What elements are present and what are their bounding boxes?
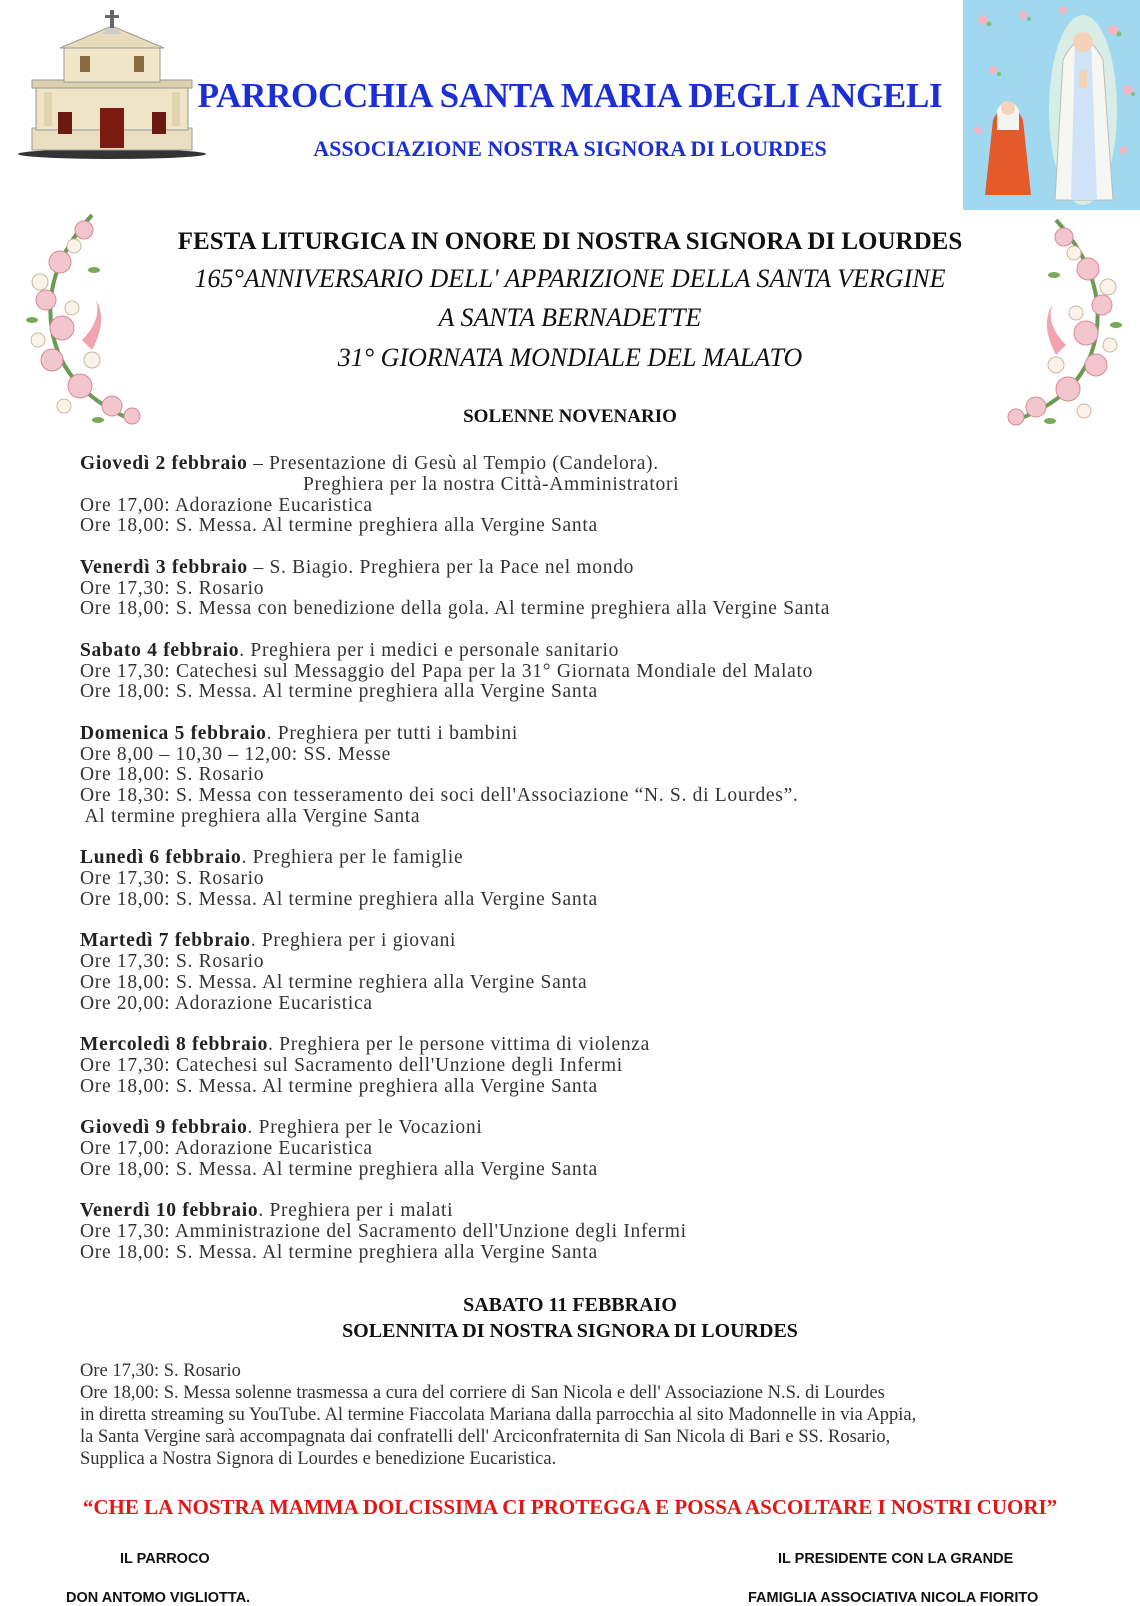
novena-day [80, 848, 1080, 910]
day-event-line: Ore 18,00: S. Messa. Al termine preghiera alla Vergine Santa [80, 1241, 598, 1263]
day-event-line: Preghiera per la nostra Città-Amministratori [80, 473, 680, 495]
day-event-line: Ore 18,00: S. Messa. Al termine preghiera alla Vergine Santa [80, 681, 598, 703]
president-name: FAMIGLIA ASSOCIATIVA NICOLA FIORITO [748, 1590, 1039, 1606]
day-intention: . Preghiera per i medici e personale sanitario [239, 639, 620, 661]
novena-heading: SOLENNE NOVENARIO [463, 406, 677, 427]
world-day-line: 31° GIORNATA MONDIALE DEL MALATO [337, 343, 803, 372]
day-event-line: Ore 18,00: S. Messa. Al termine preghiera alla Vergine Santa [80, 1075, 598, 1097]
day-event-line: Ore 18,00: S. Messa. Al termine preghiera alla Vergine Santa [80, 1158, 598, 1180]
day-headline [80, 1201, 1080, 1222]
day-date: Venerdì 10 febbraio [80, 1200, 259, 1222]
day-event-line: Ore 18,30: S. Messa con tesseramento dei soci dell'Associazione “N. S. di Lourdes”. [80, 785, 799, 807]
day-date: Domenica 5 febbraio [80, 722, 267, 744]
novena-day [80, 1035, 1080, 1097]
day-intention: . Preghiera per le famiglie [241, 847, 464, 869]
closing-motto: “CHE LA NOSTRA MAMMA DOLCISSIMA CI PROTEGGA E POSSA ASCOLTARE I NOSTRI CUORI” [82, 1495, 1058, 1519]
day-date: Martedì 7 febbraio [80, 930, 251, 952]
saturday-line: Ore 18,00: S. Messa solenne trasmessa a cura del corriere di San Nicola e dell' Associazione N.S. di Lourdes [80, 1383, 885, 1403]
day-date: Lunedì 6 febbraio [80, 847, 242, 869]
novena-day [80, 454, 1080, 537]
day-intention: – Presentazione di Gesù al Tempio (Candelora). [247, 453, 659, 474]
day-date: Sabato 4 febbraio [80, 639, 240, 661]
novena-day [80, 1118, 1080, 1180]
saturday-line: Ore 17,30: S. Rosario [80, 1361, 241, 1381]
saturday-program [80, 1360, 1080, 1470]
day-event-line: Ore 17,30: Catechesi sul Sacramento dell'Unzione degli Infermi [80, 1054, 623, 1076]
day-intention: – S. Biagio. Preghiera per la Pace nel mondo [247, 556, 635, 578]
anniversary-line: 165°ANNIVERSARIO DELL' APPARIZIONE DELLA SANTA VERGINE [194, 264, 946, 293]
day-event-line: Ore 17,30: S. Rosario [80, 577, 265, 599]
day-headline [80, 848, 1080, 869]
parish-priest-name: DON ANTOMO VIGLIOTTA. [66, 1590, 251, 1606]
novena-day [80, 724, 1080, 828]
day-event-line: Ore 20,00: Adorazione Eucaristica [80, 992, 373, 1014]
day-date: Mercoledì 8 febbraio [80, 1034, 269, 1056]
saturday-line: in diretta streaming su YouTube. Al termine Fiaccolata Mariana dalla parrocchia al sito Madonnelle in via Appia, [80, 1405, 917, 1425]
day-headline [80, 931, 1080, 952]
day-intention: . Preghiera per le Vocazioni [247, 1117, 483, 1139]
day-event-line: Ore 17,30: S. Rosario [80, 951, 265, 973]
novena-day [80, 558, 1080, 620]
day-event-line: Ore 17,30: S. Rosario [80, 868, 265, 890]
day-date: Giovedì 9 febbraio [80, 1117, 248, 1139]
association-subtitle: ASSOCIAZIONE NOSTRA SIGNORA DI LOURDES [313, 136, 827, 161]
day-intention: . Preghiera per le persone vittima di violenza [268, 1034, 651, 1056]
day-intention: . Preghiera per i giovani [250, 930, 457, 952]
day-event-line: Ore 17,00: Adorazione Eucaristica [80, 1137, 373, 1159]
saturday-line: Supplica a Nostra Signora di Lourdes e benedizione Eucaristica. [80, 1449, 557, 1469]
day-headline [80, 1035, 1080, 1056]
day-date: Venerdì 3 febbraio [80, 556, 248, 578]
day-headline [80, 1118, 1080, 1139]
president-title: IL PRESIDENTE CON LA GRANDE [778, 1551, 1014, 1567]
novena-schedule [80, 454, 1080, 1284]
day-event-line: Ore 18,00: S. Rosario [80, 764, 265, 786]
saturday-heading: SABATO 11 FEBBRAIO [463, 1294, 677, 1316]
day-event-line: Ore 8,00 – 10,30 – 12,00: SS. Messe [80, 743, 392, 765]
day-intention: . Preghiera per tutti i bambini [266, 722, 518, 744]
day-event-line: Ore 18,00: S. Messa. Al termine preghiera alla Vergine Santa [80, 888, 598, 910]
day-headline [80, 724, 1080, 745]
novena-day [80, 641, 1080, 703]
bernadette-line: A SANTA BERNADETTE [438, 303, 702, 332]
day-headline [80, 641, 1080, 662]
feast-title: FESTA LITURGICA IN ONORE DI NOSTRA SIGNORA DI LOURDES [177, 228, 963, 255]
day-intention: . Preghiera per i malati [258, 1200, 454, 1222]
day-event-line: Ore 17,00: Adorazione Eucaristica [80, 494, 373, 516]
day-event-line: Al termine preghiera alla Vergine Santa [80, 805, 421, 827]
day-event-line: Ore 18,00: S. Messa. Al termine reghiera alla Vergine Santa [80, 971, 588, 993]
parish-priest-title: IL PARROCO [120, 1551, 210, 1567]
day-date: Giovedì 2 febbraio [80, 453, 248, 474]
solemnity-heading: SOLENNITA DI NOSTRA SIGNORA DI LOURDES [342, 1320, 798, 1342]
day-event-line: Ore 18,00: S. Messa. Al termine preghiera alla Vergine Santa [80, 515, 598, 537]
novena-day [80, 1201, 1080, 1263]
saturday-line: la Santa Vergine sarà accompagnata dai confratelli dell' Arciconfraternita di San Nicola di Bari e SS. Rosario, [80, 1427, 891, 1447]
parish-title: PARROCCHIA SANTA MARIA DEGLI ANGELI [197, 76, 943, 115]
day-event-line: Ore 17,30: Amministrazione del Sacramento dell'Unzione degli Infermi [80, 1220, 687, 1242]
day-headline [80, 454, 1080, 475]
novena-day [80, 931, 1080, 1014]
day-event-line: Ore 18,00: S. Messa con benedizione della gola. Al termine preghiera alla Vergine Santa [80, 598, 831, 620]
day-event-line: Ore 17,30: Catechesi sul Messaggio del Papa per la 31° Giornata Mondiale del Malato [80, 660, 814, 682]
day-headline [80, 558, 1080, 579]
